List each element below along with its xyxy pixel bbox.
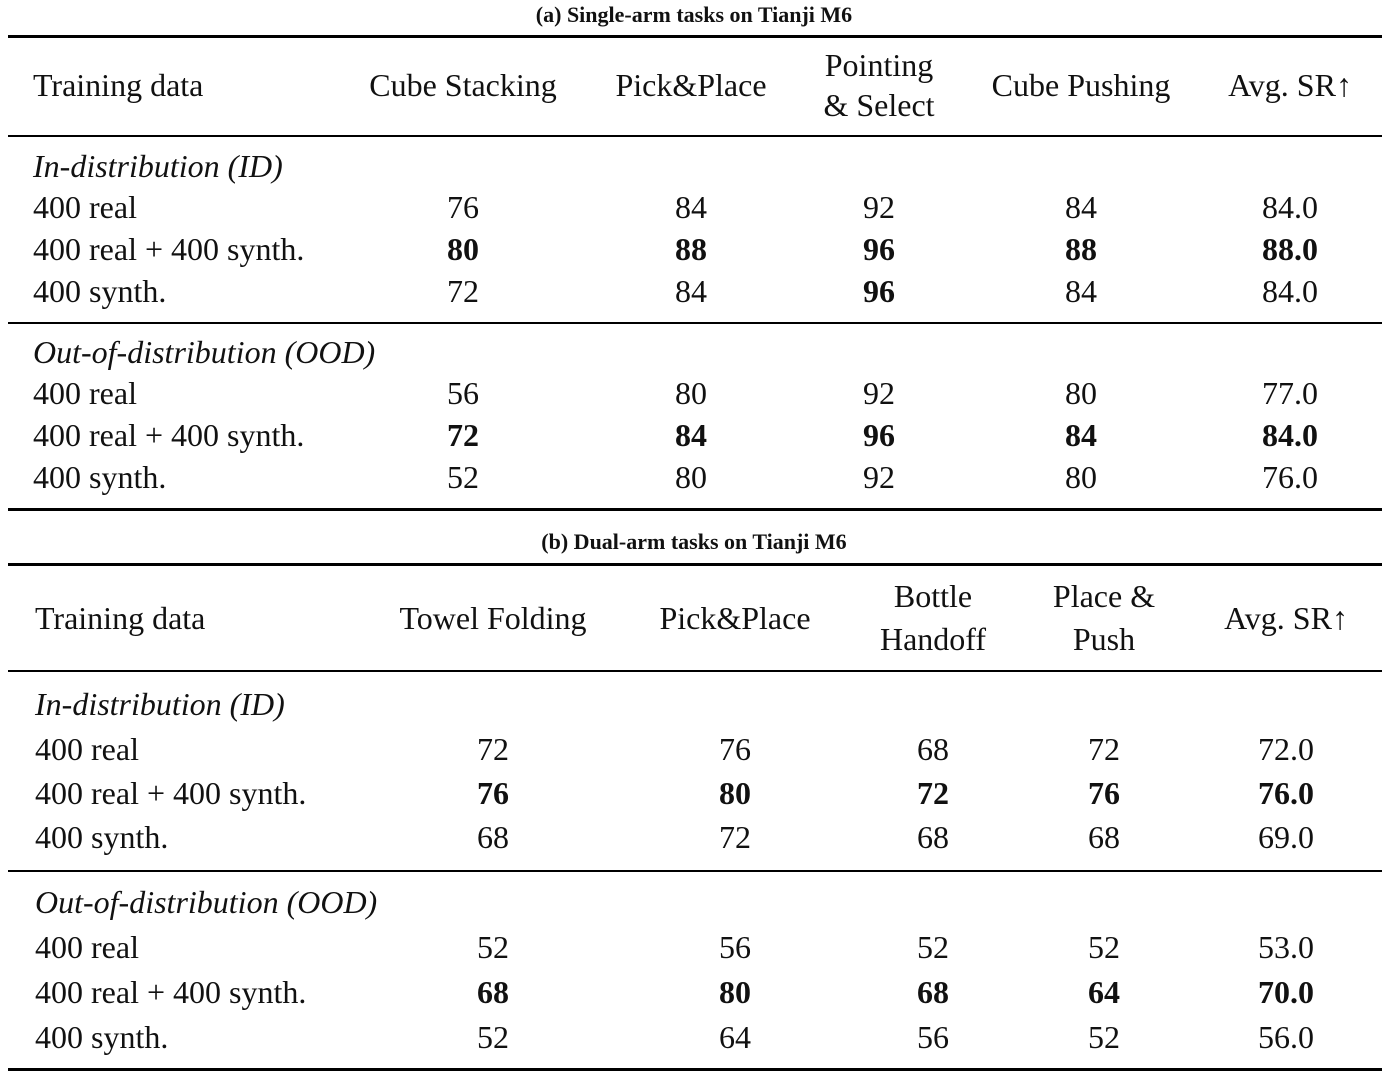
table-cell: 56 (917, 1019, 949, 1055)
table-cell: 56.0 (1258, 1019, 1314, 1055)
table-cell: 84 (1065, 417, 1097, 453)
table-cell: 84 (1065, 273, 1097, 309)
table-cell: 64 (719, 1019, 751, 1055)
table-cell: 88.0 (1262, 231, 1318, 267)
table-cell: 84.0 (1262, 189, 1318, 225)
row-label: 400 real (35, 731, 139, 767)
table-cell: 84 (675, 417, 707, 453)
row-label: 400 real + 400 synth. (35, 974, 307, 1010)
row-label: 400 real (33, 189, 137, 225)
table-cell: 96 (863, 273, 895, 309)
table-cell: 80 (1065, 375, 1097, 411)
table-cell: 72 (1088, 731, 1120, 767)
table-cell: 56 (447, 375, 479, 411)
table-header-rule (8, 135, 1382, 137)
row-label: 400 real + 400 synth. (33, 231, 305, 267)
row-label: 400 real (35, 929, 139, 965)
table-cell: 72.0 (1258, 731, 1314, 767)
table-cell: 80 (1065, 459, 1097, 495)
table-cell: 76 (719, 731, 751, 767)
table-cell: 72 (719, 819, 751, 855)
table-cell: 80 (719, 974, 751, 1010)
table-cell: 52 (1088, 1019, 1120, 1055)
column-header: Pick&Place (615, 67, 767, 103)
table-cell: 76 (477, 775, 509, 811)
table-cell: 69.0 (1258, 819, 1314, 855)
table-cell: 84.0 (1262, 273, 1318, 309)
table-caption: (b) Dual-arm tasks on Tianji M6 (541, 529, 847, 554)
row-label: 400 real + 400 synth. (33, 417, 305, 453)
table-cell: 68 (477, 819, 509, 855)
table-cell: 52 (447, 459, 479, 495)
table-cell: 92 (863, 375, 895, 411)
table-cell: 68 (1088, 819, 1120, 855)
table-cell: 80 (675, 459, 707, 495)
group-label: Out-of-distribution (OOD) (33, 334, 376, 370)
table-top-rule (8, 563, 1382, 566)
table-cell: 72 (477, 731, 509, 767)
group-label: In-distribution (ID) (33, 148, 283, 184)
table-cell: 84 (1065, 189, 1097, 225)
column-header: Pointing & Select (823, 47, 935, 123)
table-cell: 80 (447, 231, 479, 267)
group-label: Out-of-distribution (OOD) (35, 884, 378, 920)
row-label: 400 synth. (35, 819, 169, 855)
table-cell: 64 (1088, 974, 1120, 1010)
table-cell: 84.0 (1262, 417, 1318, 453)
table-cell: 68 (477, 974, 509, 1010)
table-cell: 92 (863, 459, 895, 495)
table-cell: 80 (719, 775, 751, 811)
table-cell: 80 (675, 375, 707, 411)
table-bottom-rule (8, 508, 1382, 511)
column-header: Bottle Handoff (879, 578, 987, 657)
column-header: Training data (33, 67, 204, 103)
table-caption: (a) Single-arm tasks on Tianji M6 (535, 2, 853, 27)
table-cell: 76 (1088, 775, 1120, 811)
row-label: 400 synth. (33, 459, 167, 495)
table-cell: 72 (447, 273, 479, 309)
table-cell: 70.0 (1258, 974, 1314, 1010)
table-top-rule (8, 35, 1382, 38)
table-cell: 72 (447, 417, 479, 453)
column-header: Pick&Place (659, 600, 811, 636)
table-cell: 76 (447, 189, 479, 225)
column-header: Avg. SR↑ (1228, 67, 1352, 103)
column-header: Cube Stacking (369, 67, 557, 103)
table-cell: 68 (917, 731, 949, 767)
table-cell: 52 (477, 1019, 509, 1055)
table-cell: 56 (719, 929, 751, 965)
table-cell: 68 (917, 819, 949, 855)
row-label: 400 real (33, 375, 137, 411)
table-cell: 72 (917, 775, 949, 811)
table-cell: 96 (863, 231, 895, 267)
row-label: 400 real + 400 synth. (35, 775, 307, 811)
table-header-rule (8, 670, 1382, 672)
row-label: 400 synth. (33, 273, 167, 309)
column-header: Training data (35, 600, 206, 636)
table-cell: 96 (863, 417, 895, 453)
table-cell: 76.0 (1258, 775, 1314, 811)
table-bottom-rule (8, 1068, 1382, 1071)
table-cell: 53.0 (1258, 929, 1314, 965)
table-cell: 52 (917, 929, 949, 965)
group-label: In-distribution (ID) (35, 686, 285, 722)
table-cell: 68 (917, 974, 949, 1010)
table-cell: 76.0 (1262, 459, 1318, 495)
table-cell: 88 (1065, 231, 1097, 267)
column-header: Towel Folding (399, 600, 587, 636)
table-cell: 52 (477, 929, 509, 965)
table-cell: 52 (1088, 929, 1120, 965)
table-cell: 77.0 (1262, 375, 1318, 411)
table-cell: 84 (675, 273, 707, 309)
table-cell: 92 (863, 189, 895, 225)
table-cell: 88 (675, 231, 707, 267)
column-header: Cube Pushing (991, 67, 1171, 103)
table-group-divider (8, 322, 1382, 324)
column-header: Avg. SR↑ (1224, 600, 1348, 636)
row-label: 400 synth. (35, 1019, 169, 1055)
column-header: Place & Push (1052, 578, 1156, 657)
table-group-divider (8, 870, 1382, 872)
table-cell: 84 (675, 189, 707, 225)
